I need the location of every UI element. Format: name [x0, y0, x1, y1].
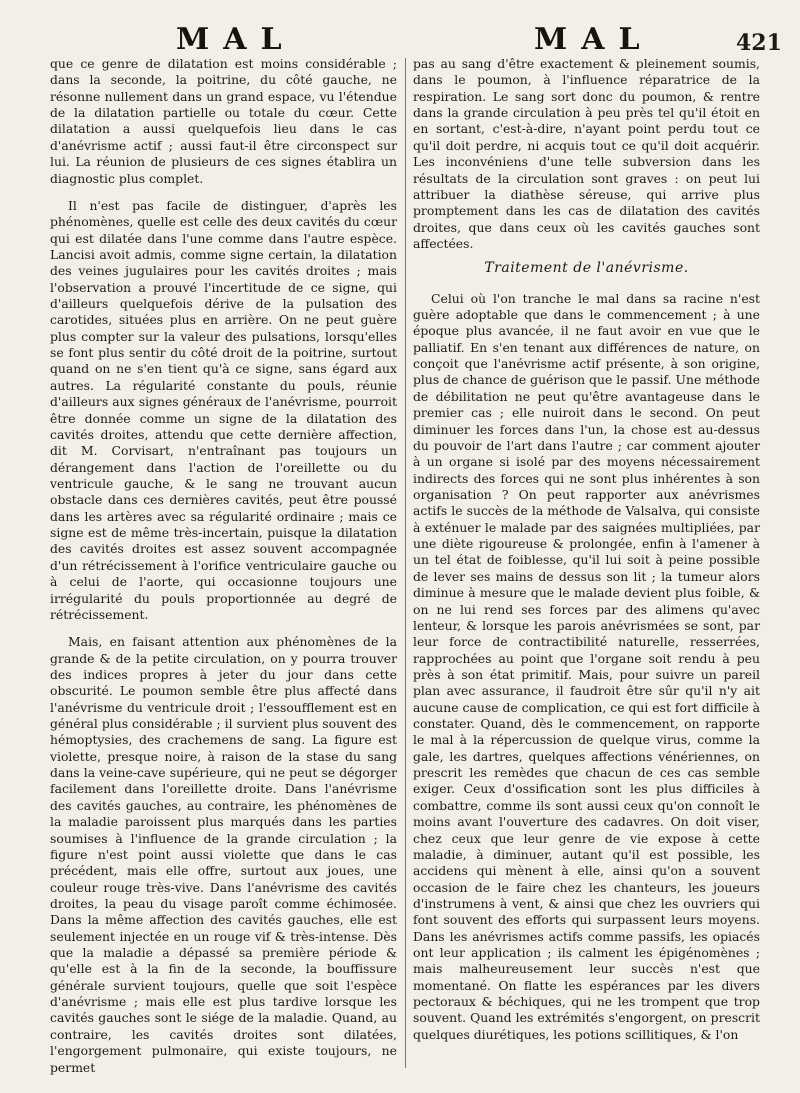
- paragraph: Celui où l'on tranche le mal dans sa racine n'est guère adoptable que dans le commencement ; à une époque plus avancée, il ne faut avoir en vue que le palliatif. En s'en tenant aux différences de nature, on conçoit que l'anévrisme actif présente, à son origine, plus de chance de guérison que le passif. Une méthode de débilitation ne peut qu'être avantageuse dans le premier cas ; elle nuiroit dans le second. On peut diminuer les forces dans l'un, la chose est au-dessus du pouvoir de l'art dans l'autre ; car comment ajouter à un organe si isolé par des moyens nécessairement indirects des forces qui ne sont plus inhérentes à son organisation ? On peut rapporter aux anévrismes actifs le succès de la méthode de Valsalva, qui consiste à exténuer le malade par des saignées multipliées, par une diète rigoureuse & prolongée, enfin à l'amener à un tel état de foiblesse, qu'il lui soit à peine possible de lever ses mains de dessus son lit ; la tumeur alors diminue à mesure que le malade devient plus foible, & on ne lui rend ses forces par des alimens qu'avec lenteur, & lorsque les parois anévrismées se sont, par leur force de contractibilité naturelle, resserrées, rapprochées au point que l'organe soit rendu à peu près à son état primitif. Mais, pour suivre un pareil plan avec assurance, il faudroit être sûr qu'il n'y ait aucune cause de complication, ce qui est fort difficile à constater. Quand, dès le commencement, on rapporte le mal à la répercussion de quelque virus, comme la gale, les dartres, quelques affections vénériennes, on prescrit les remèdes que chacun de ces cas semble exiger. Ceux d'ossification sont les plus difficiles à combattre, comme ils sont aussi ceux qu'on connoît le moins avant l'ouverture des cadavres. On doit viser, chez ceux que leur genre de vie expose à cette maladie, à diminuer, autant qu'il est possible, les accidens qui mènent à elle, ainsi qu'on a souvent occasion de le faire chez les chanteurs, les joueurs d'instrumens à vent, & ainsi que chez les ouvriers qui font souvent des efforts qui surpassent leurs moyens. Dans les anévrismes actifs comme passifs, les opiacés ont leur application ; ils calment les épigénomènes ; mais malheureusement leur succès n'est que momentané. On flatte les espérances par les divers pectoraux & béchiques, qui ne les trompent que trop souvent. Quand les extrémités s'engorgent, on prescrit quelques diurétiques, les potions scillitiques, & l'on: [413, 290, 760, 1042]
- running-head-right: MAL: [534, 22, 654, 57]
- paragraph: Il n'est pas facile de distinguer, d'après les phénomènes, quelle est celle des deux cavités du cœur qui est dilatée dans l'une comme dans l'autre espèce. Lancisi avoit admis, comme signe certain, la dilatation des veines jugulaires pour les cavités droites ; mais l'observation a prouvé l'incertitude de ce signe, qui d'ailleurs quelquefois dérive de la pulsation des carotides, situées plus en arrière. On ne peut guère plus compter sur la valeur des pulsations, lorsqu'elles se font plus sentir du côté droit de la poitrine, surtout quand on ne s'en tient qu'à ce signe, sans égard aux autres. La régularité constante du pouls, réunie d'ailleurs aux signes généraux de l'anévrisme, pourroit être donnée comme un signe de la dilatation des cavités droites, attendu que cette dernière affection, dit M. Corvisart, n'entraînant pas toujours un dérangement dans l'action de l'oreillette ou du ventricule gauche, & le sang ne trouvant aucun obstacle dans ces dernières cavités, peut être poussé dans les artères avec sa régularité ordinaire ; mais ce signe est de même très-incertain, puisque la dilatation des cavités droites est assez souvent accompagnée d'un rétrécissement à l'orifice ventriculaire gauche ou à celui de l'aorte, qui occasionne toujours une irrégularité du pouls proportionnée au degré de rétrécissement.: [50, 197, 397, 622]
- running-head-left: MAL: [176, 22, 296, 57]
- paragraph: pas au sang d'être exactement & pleinement soumis, dans le poumon, à l'influence réparatrice de la respiration. Le sang sort donc du poumon, & rentre dans la grande circulation à peu près tel qu'il étoit en en sortant, c'est-à-dire, n'ayant point perdu tout ce qu'il doit perdre, ni acquis tout ce qu'il doit acquérir. Les inconvéniens d'une telle subversion dans les résultats de la circulation sont graves : on peut lui attribuer la diathèse séreuse, qui arrive plus promptement dans les cas de dilatation des cavités droites, que dans ceux où les cavités gauches sont affectées.: [413, 56, 760, 251]
- page-number: 421: [736, 30, 782, 56]
- section-heading: Traitement de l'anévrisme.: [484, 260, 689, 277]
- paragraph: que ce genre de dilatation est moins considérable ; dans la seconde, la poitrine, du côté gauche, ne résonne nullement dans un grand espace, vu l'étendue de la dilatation partielle ou totale du cœur. Cette dilatation a aussi quelquefois lieu dans le cas d'anévrisme actif ; aussi faut-il être circonspect sur lui. La réunion de plusieurs de ces signes établira un diagnostic plus complet.: [50, 56, 397, 186]
- paragraph: Mais, en faisant attention aux phénomènes de la grande & de la petite circulation, on y pourra trouver des indices propres à jeter du jour dans cette obscurité. Le poumon semble être plus affecté dans l'anévrisme du ventricule droit ; l'essoufflement est en général plus considérable ; il survient plus souvent des hémoptysies, des crachemens de sang. La figure est violette, presque noire, à raison de la stase du sang dans la veine-cave supérieure, qui ne peut se dégorger facilement dans l'oreillette droite. Dans l'anévrisme des cavités gauches, au contraire, les phénomènes de la maladie paroissent plus marqués dans les parties soumises à l'influence de la grande circulation ; la figure n'est point aussi violette que dans le cas précédent, mais elle offre, surtout aux joues, une couleur rouge très-vive. Dans l'anévrisme des cavités droites, la peau du visage paroît comme échimosée. Dans la même affection des cavités gauches, elle est seulement injectée en un rouge vif & très-intense. Dès que la maladie a dépassé sa première période & qu'elle est à la fin de la seconde, la bouffissure générale survient toujours, quelle que soit l'espèce d'anévrisme ; mais elle est plus tardive lorsque les cavités gauches sont le siége de la maladie. Quand, au contraire, les cavités droites sont dilatées, l'engorgement pulmonaire, qui existe toujours, ne permet: [50, 634, 397, 1075]
- right-column: [413, 56, 760, 1043]
- column-divider: [405, 58, 406, 1068]
- left-column: [50, 56, 397, 1076]
